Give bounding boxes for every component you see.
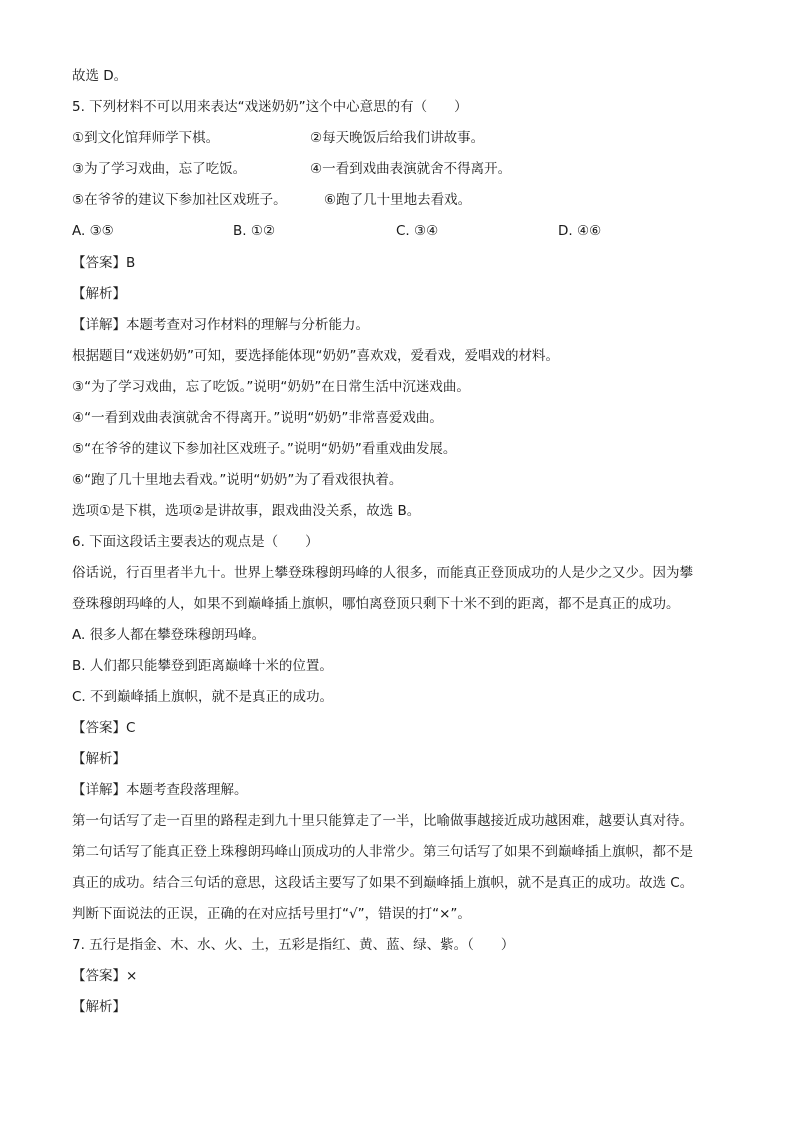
q5-material-1: ①到文化馆拜师学下棋。 <box>72 130 220 146</box>
text-line: 故选 D。 <box>72 68 128 84</box>
question-6-stem: 6. 下面这段话主要表达的观点是（ ） <box>72 534 319 550</box>
q5-material-5: ⑤在爷爷的建议下参加社区戏班子。 <box>72 192 287 208</box>
answer-line: 【答案】B <box>72 255 136 271</box>
text-line: 第一句话写了走一百里的路程走到九十里只能算走了一半，比喻做事越接近成功越困难，越要认真对待。 <box>72 813 693 829</box>
text-line: ③“为了学习戏曲，忘了吃饭。”说明“奶奶”在日常生活中沉迷戏曲。 <box>72 379 470 395</box>
q5-choice-a: A. ③⑤ <box>72 223 114 239</box>
q6-choice-b: B. 人们都只能攀登到距离巅峰十米的位置。 <box>72 658 333 674</box>
passage-line: 登珠穆朗玛峰的人，如果不到巅峰插上旗帜，哪怕离登顶只剩下十米不到的距离，都不是真正的成功。 <box>72 596 680 612</box>
text-line: 真正的成功。结合三句话的意思，这段话主要写了如果不到巅峰插上旗帜，就不是真正的成功。故选 C。 <box>72 875 694 891</box>
question-5-stem: 5. 下列材料不可以用来表达“戏迷奶奶”这个中心意思的有（ ） <box>72 99 468 115</box>
analysis-heading: 【解析】 <box>72 286 126 302</box>
q6-choice-a: A. 很多人都在攀登珠穆朗玛峰。 <box>72 627 266 643</box>
instruction-line: 判断下面说法的正误，正确的在对应括号里打“√”，错误的打“×”。 <box>72 906 471 922</box>
q5-choice-c: C. ③④ <box>396 223 439 239</box>
q6-choice-c: C. 不到巅峰插上旗帜，就不是真正的成功。 <box>72 689 334 705</box>
analysis-heading: 【解析】 <box>72 751 126 767</box>
text-line: 根据题目“戏迷奶奶”可知，要选择能体现“奶奶”喜欢戏，爱看戏，爱唱戏的材料。 <box>72 348 559 364</box>
q5-material-6: ⑥跑了几十里地去看戏。 <box>324 192 472 208</box>
question-7-stem: 7. 五行是指金、木、水、火、土，五彩是指红、黄、蓝、绿、紫。（ ） <box>72 937 515 953</box>
q5-choice-d: D. ④⑥ <box>558 223 602 239</box>
answer-line: 【答案】C <box>72 720 136 736</box>
text-line: ⑥“跑了几十里地去看戏。”说明“奶奶”为了看戏很执着。 <box>72 472 403 488</box>
q5-material-4: ④一看到戏曲表演就舍不得离开。 <box>310 161 512 177</box>
answer-line: 【答案】× <box>72 968 138 984</box>
detail-line: 【详解】本题考查对习作材料的理解与分析能力。 <box>72 317 369 333</box>
q5-material-3: ③为了学习戏曲，忘了吃饭。 <box>72 161 247 177</box>
detail-line: 【详解】本题考查段落理解。 <box>72 782 248 798</box>
text-line: 第二句话写了能真正登上珠穆朗玛峰山顶成功的人非常少。第三句话写了如果不到巅峰插上旗帜，都不是 <box>72 844 693 860</box>
q5-choice-b: B. ①② <box>233 223 276 239</box>
passage-line: 俗话说，行百里者半九十。世界上攀登珠穆朗玛峰的人很多，而能真正登顶成功的人是少之又少。因为攀 <box>72 565 693 581</box>
q5-material-2: ②每天晚饭后给我们讲故事。 <box>310 130 485 146</box>
text-line: ④“一看到戏曲表演就舍不得离开。”说明“奶奶”非常喜爱戏曲。 <box>72 410 443 426</box>
text-line: ⑤“在爷爷的建议下参加社区戏班子。”说明“奶奶”看重戏曲发展。 <box>72 441 457 457</box>
analysis-heading: 【解析】 <box>72 999 126 1015</box>
text-line: 选项①是下棋，选项②是讲故事，跟戏曲没关系，故选 B。 <box>72 503 421 519</box>
